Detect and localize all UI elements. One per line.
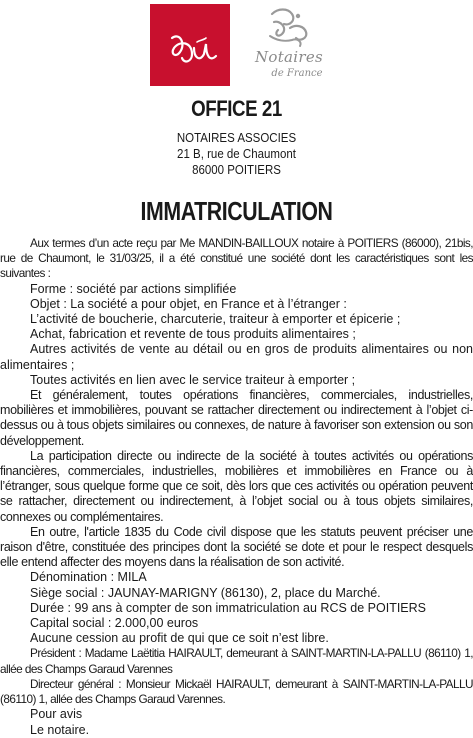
paragraph-participation: La participation directe ou indirecte de la société à toutes activités ou opérations financières, commerciales, industrielles, mobilières et immobilières en France ou à l’étranger, sous quelque forme que ce soit, dès lors que ces activités ou opération peuvent se rattacher, directement ou indirectement, à l’objet social ou à tous objets similaires, connexes ou complémentaires. — [0, 448, 473, 524]
paragraph-duree: Durée : 99 ans à compter de son immatriculation au RCS de POITIERS — [30, 600, 427, 615]
notaires-de-france-logo — [244, 6, 334, 86]
paragraph-president: Président : Madame Laëtitia HAIRAULT, demeurant à SAINT-MARTIN-LA-PALLU (86110) 1, allée des Champs Garaud Varennes — [0, 646, 473, 676]
brand-title: Notaires — [254, 48, 324, 66]
paragraph-objet-2: Achat, fabrication et revente de tous produits alimentaires ; — [30, 327, 356, 342]
paragraph-objet-3: Autres activités de vente au détail ou en gros de produits alimentaires ou non alimentaires ; — [0, 342, 473, 372]
office-title: OFFICE 21 — [191, 96, 282, 121]
monogram-icon — [150, 4, 230, 86]
paragraph-cession: Aucune cession au profit de qui que ce soit n’est libre. — [30, 631, 329, 646]
brand-subtitle: de France — [271, 68, 323, 79]
paragraph-signature: Le notaire. — [30, 722, 90, 737]
paragraph-capital: Capital social : 2.000,00 euros — [30, 616, 199, 631]
office-line-2: 21 B, rue de Chaumont — [177, 147, 296, 161]
marianne-emblem-icon — [244, 6, 334, 50]
paragraph-objet-4: Toutes activités en lien avec le service traiteur à emporter ; — [30, 372, 356, 387]
paragraph-siege: Siège social : JAUNAY-MARIGNY (86130), 2, place du Marché. — [30, 585, 381, 600]
paragraph-raison-etre: En outre, l'article 1835 du Code civil dispose que les statuts peuvent préciser une raison d'être, constituée des principes dont la société se dote et pour le respect desquels elle entend affecter des moyens dans la réalisation de son activité. — [0, 524, 473, 570]
notary-monogram-logo — [150, 4, 230, 86]
paragraph-general: Et généralement, toutes opérations financières, commerciales, industrielles, mobilières et immobilières, pouvant se rattacher directement ou indirectement à l’objet ci-dessus ou à tous objets similaires ou connexes, de nature à favoriser son extension ou son développement. — [0, 388, 473, 448]
section-title: IMMATRICULATION — [140, 196, 333, 226]
header — [0, 0, 473, 90]
paragraph-intro: Aux termes d’un acte reçu par Me MANDIN-BAILLOUX notaire à POITIERS (86000), 21bis, rue de Chaumont, le 31/03/25, il a été constitué une société dont les caractéristiques sont les suivantes : — [0, 236, 473, 281]
paragraph-objet: Objet : La société a pour objet, en France et à l’étranger : — [30, 296, 347, 311]
paragraph-pour-avis: Pour avis — [30, 707, 83, 722]
office-line-3: 86000 POITIERS — [192, 163, 281, 177]
announcement-body — [0, 236, 473, 738]
paragraph-objet-1: L’activité de boucherie, charcuterie, traiteur à emporter et épicerie ; — [30, 312, 401, 327]
paragraph-forme: Forme : société par actions simplifiée — [30, 281, 237, 296]
office-line-1: NOTAIRES ASSOCIES — [176, 131, 297, 145]
paragraph-denomination: Dénomination : MILA — [30, 570, 147, 585]
paragraph-directeur: Directeur général : Monsieur Mickaël HAIRAULT, demeurant à SAINT-MARTIN-LA-PALLU (86110) 1, allée des Champs Garaud Varennes. — [0, 676, 473, 707]
